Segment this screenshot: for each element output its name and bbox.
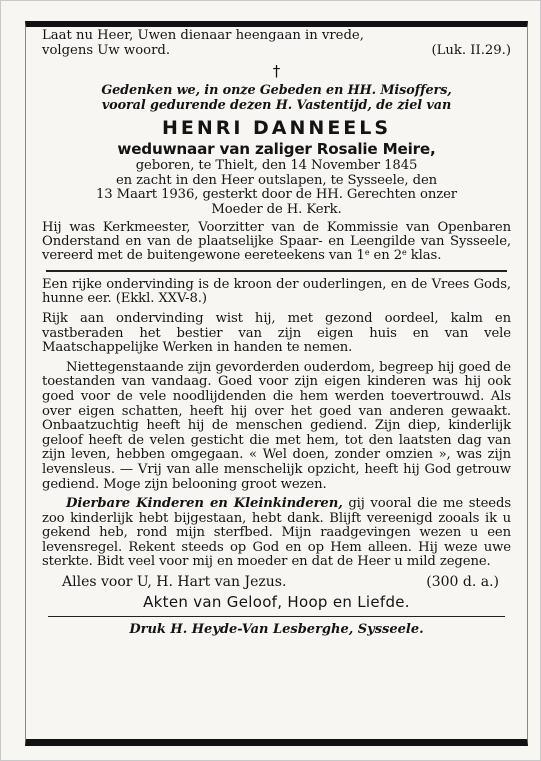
intro-line-2: vooral gedurende dezen H. Vastentijd, de ziel van — [101, 98, 452, 114]
bio-mid: en 2 — [369, 248, 403, 264]
ejaculation-prayer — [42, 574, 511, 591]
farewell-text: gij vooral die me steeds zoo kinderlijk hebt bijgestaan, hebt dank. Blijft vereenigd zooals ik u gekend heb, rond mijn sterfbed. Mijn raadgevingen wezen u een levensregel. Rekent steeds op God en op Hem alleen. Hij weze uwe sterkte. Bidt veel voor mij en moeder en dat de Heer u mild zegene. — [42, 496, 511, 570]
quote-reference: (Ekkl. XXV-8.) — [115, 291, 207, 307]
intro-text — [42, 83, 511, 113]
life-line-2: en zacht in den Heer outslapen, te Sysseele, den — [115, 172, 438, 188]
prayer-text: Alles voor U, H. Hart van Jezus. — [62, 574, 287, 591]
bio-sup-1: e — [364, 248, 370, 258]
divider-rule — [46, 270, 507, 272]
scripture-quote — [42, 278, 511, 307]
bottom-divider — [48, 616, 505, 617]
bio-text: Hij was Kerkmeester, Voorzitter van de Kommissie van Openbaren Onderstand en van de plaatselijke Spaar- en Leengilde van Sysseele, vereerd met de buitengewone eereteekens van 1 — [42, 219, 511, 264]
life-dates — [42, 159, 511, 217]
life-line-3: 13 Maart 1936, gesterkt door de HH. Gerechten onzer — [96, 187, 457, 203]
intro-line-1: Gedenken we, in onze Gebeden en HH. Misoffers, — [101, 83, 452, 99]
farewell-lead: Dierbare Kinderen en Kleinkinderen, — [66, 496, 343, 512]
verse-line-2 — [42, 44, 511, 59]
deceased-name: HENRI DANNEELS — [161, 117, 392, 140]
verse-line-2-text: volgens Uw woord. — [42, 42, 171, 58]
biography — [42, 221, 511, 264]
deceased-relation: weduwnaar van zaliger Rosalie Meire, — [117, 140, 436, 159]
quote-text: Een rijke ondervinding is de kroon der ouderlingen, en de Vrees Gods, hunne eer. — [42, 276, 511, 307]
paragraph-2: Niettegenstaande zijn gevorderden ouderdom, begreep hij goed de toestanden van vandaag. Goed voor zijn eigen kinderen was hij ook goed voor de vele noodlijdenden die hem werden toevertrouwd. Als over eigen schatten, heeft hij over het goed van anderen gewaakt. Onbaatzuchtig heeft hij de menschen gediend. Zijn diep, kinderlijk geloof heeft de velen gesticht die met hem, tot den laatsten dag van zijn leven, hebben omgegaan. « Wel doen, zonder omzien », was zijn levensleus. — Vrij van alle menschelijk opzicht, heeft hij God getrouw gediend. Moge zijn belooning groot wezen. — [42, 359, 511, 492]
verse-reference: (Luk. II.29.) — [431, 42, 511, 58]
farewell-paragraph — [42, 497, 511, 570]
card-content — [42, 27, 511, 638]
opening-verse — [42, 29, 511, 58]
bio-end: klas. — [406, 248, 442, 264]
cross-icon: † — [272, 62, 281, 81]
prayer-indulgence: (300 d. a.) — [426, 574, 499, 591]
printer-imprint: Druk H. Heyde-Van Lesberghe, Sysseele. — [129, 622, 424, 638]
life-line-1: geboren, te Thielt, den 14 November 1845 — [135, 158, 418, 174]
paragraph-1: Rijk aan ondervinding wist hij, met gezond oordeel, kalm en vastberaden het bestier van zijn eigen huis en van vele Maatschappelijke Werken in handen te nemen. — [42, 310, 511, 356]
life-line-4: Moeder de H. Kerk. — [211, 201, 342, 217]
acts-of-faith: Akten van Geloof, Hoop en Liefde. — [143, 593, 410, 612]
bio-sup-2: e — [402, 248, 407, 258]
verse-line-1: Laat nu Heer, Uwen dienaar heengaan in vrede, — [42, 28, 364, 43]
